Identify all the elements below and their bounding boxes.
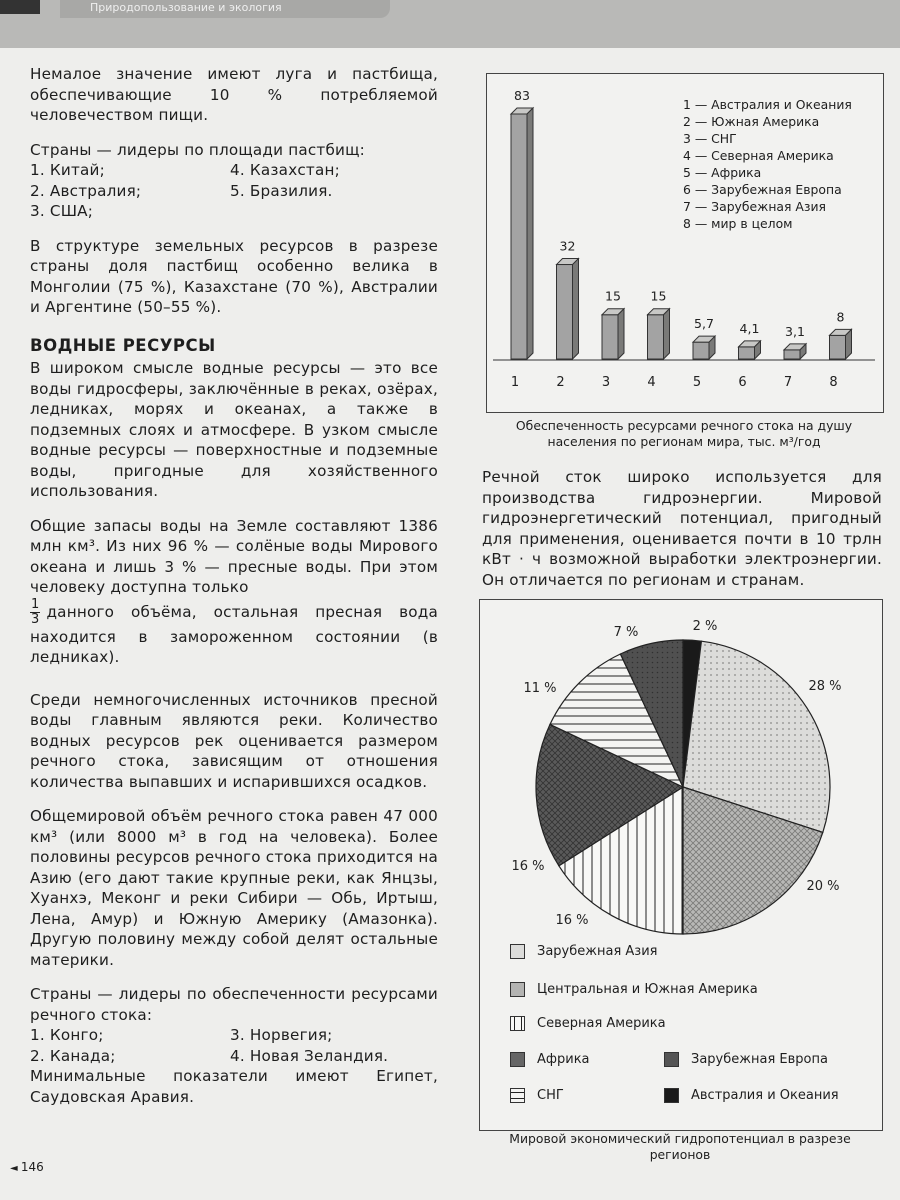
bar-category-label: 3 [601, 375, 611, 390]
list-item: 1. Конго; [30, 1026, 104, 1044]
legend-item-cis [510, 1088, 564, 1103]
list-item: 3. США; [30, 202, 94, 220]
bar-category-label: 6 [738, 375, 747, 390]
bar-6 [739, 341, 761, 359]
paragraph-water-definition: В широком смысле водные ресурсы — это все воды гидросферы, заключённые в реках, озёрах, ледниках, морях и океанах, а также в подземных слоях и атмосфере. В узком смысле водные ресурсы — поверхностные и подземные воды, пригодные для хозяйственного использования. [30, 359, 438, 500]
legend-entry: 4 — Северная Америка [683, 148, 834, 163]
legend-swatch [510, 1088, 525, 1103]
list-item: 5. Бразилия. [230, 181, 333, 200]
bar-4 [648, 309, 670, 359]
legend-entry: 5 — Африка [683, 165, 762, 180]
bar-value-label: 15 [605, 288, 621, 304]
section-tab: Природопользование и экология [60, 0, 390, 18]
list-item: 1. Китай; [30, 161, 105, 179]
list-item: 2. Австралия; [30, 181, 142, 200]
bar-category-label: 1 [510, 375, 520, 390]
bar-chart-legend [683, 96, 852, 232]
reserves-text: Общие запасы воды на Земле составляют 1386 млн км³. Из них 96 % — солёные воды Мирового океана и лишь 3 % — пресные воды. При этом человеку доступна только [30, 516, 438, 596]
legend-swatch [664, 1088, 679, 1103]
legend-item-europe [664, 1052, 828, 1067]
page-number: ◄ 146 [10, 1160, 44, 1174]
legend-label: Зарубежная Азия [537, 944, 658, 959]
section-heading: ВОДНЫЕ РЕСУРСЫ [30, 335, 216, 355]
pie-slice-label: 20 % [806, 879, 840, 894]
bar-category-label: 8 [829, 375, 838, 390]
bar-value-label: 8 [836, 309, 845, 325]
bar-category-label: 2 [556, 375, 565, 390]
legend-item-asia [510, 944, 657, 959]
legend-entry: 2 — Южная Америка [683, 114, 820, 129]
legend-item-north-america [510, 1016, 666, 1031]
list2-title: Страны — лидеры по обеспеченности ресурсами речного стока: [30, 985, 438, 1024]
paragraph-water-reserves [30, 516, 438, 668]
pie-slice-label: 16 % [555, 913, 589, 928]
hydropotential-pie-chart [479, 599, 883, 1131]
pie-chart-svg [480, 600, 882, 940]
legend-entry: 3 — СНГ [683, 131, 737, 146]
legend-swatch [510, 1016, 525, 1031]
legend-swatch [664, 1052, 679, 1067]
paragraph-meadows: Немалое значение имеют луга и пастбища, обеспечивающие 10 % потребляемой человечеством пищи. [30, 65, 438, 124]
paragraph-rivers: Среди немногочисленных источников пресной воды главным являются реки. Количество водных ресурсов рек оценивается размером речного стока, зависящим от отношения количества выпавших и испарившихся осадков. [30, 690, 438, 791]
legend-swatch [510, 1052, 525, 1067]
list1-title: Страны — лидеры по площади пастбищ: [30, 140, 365, 159]
bar-value-label: 3,1 [785, 323, 805, 339]
legend-item-south-america [510, 982, 758, 997]
fraction-denominator: 3 [31, 611, 40, 627]
paragraph-pasture-share: В структуре земельных ресурсов в разрезе страны доля пастбищ особенно велика в Монголии (75 %), Казахстане (70 %), Австралии и Аргентине (50–55 %). [30, 236, 438, 316]
bar-category-label: 5 [692, 375, 702, 390]
bar-chart-caption: Обеспеченность ресурсами речного стока на душу населения по регионам мира, тыс. м³/год [515, 418, 853, 449]
legend-entry: 7 — Зарубежная Азия [683, 199, 826, 214]
list-runoff-leaders [30, 1025, 438, 1066]
bar-value-label: 32 [559, 238, 576, 254]
bar-8 [830, 329, 852, 359]
legend-label: Центральная и Южная Америка [537, 982, 758, 997]
bar-7 [784, 344, 806, 359]
legend-swatch [510, 944, 525, 959]
header-corner [0, 0, 40, 14]
legend-label: Северная Америка [537, 1016, 666, 1031]
legend-entry: 8 — мир в целом [683, 216, 793, 231]
list-item [230, 201, 430, 222]
bar-value-label: 15 [650, 288, 667, 304]
paragraph-runoff: Общемировой объём речного стока равен 47 000 км³ (или 8000 м³ в год на человека). Более половины ресурсов речного стока приходится на Азию (его дают такие крупные реки, как Янцзы, Хуанхэ, Меконг и реки Сибири — Обь, Иртыш, Лена, Амур) и Южную Америку (Амазонка). Другую половину между собой делят остальные материки. [30, 807, 438, 969]
bar-2 [557, 259, 579, 359]
legend-entry: 6 — Зарубежная Европа [683, 182, 842, 197]
fraction-numerator: 1 [31, 596, 40, 612]
pie-slice-label: 28 % [808, 679, 842, 694]
pie-slice-label: 11 % [523, 681, 557, 696]
legend-label: СНГ [537, 1088, 564, 1103]
list-item: 4. Новая Зеландия. [230, 1046, 389, 1065]
list-item: 2. Канада; [30, 1046, 116, 1065]
list-item: 4. Казахстан; [230, 161, 340, 179]
list-item: 3. Норвегия; [230, 1026, 333, 1044]
legend-entry: 1 — Австралия и Океания [683, 97, 852, 112]
bar-category-label: 7 [783, 375, 793, 390]
paragraph-hydropower: Речной сток широко используется для производства гидроэнергии. Мировой гидроэнергетический потенциал, пригодный для применения, оценивается почти в 10 трлн кВт · ч возможной выработки электроэнергии. Он отличается по регионам и странам. [482, 468, 882, 589]
legend-label: Африка [537, 1052, 590, 1067]
legend-label: Зарубежная Европа [691, 1052, 828, 1067]
pie-slice-label: 16 % [511, 859, 545, 874]
pie-chart-caption: Мировой экономический гидропотенциал в разрезе регионов [509, 1131, 851, 1162]
list-pasture-leaders [30, 160, 438, 222]
header-band [0, 0, 900, 48]
pie-slice-label: 2 % [692, 619, 718, 634]
legend-item-africa [510, 1052, 590, 1067]
left-column [30, 64, 438, 1121]
bar-1 [511, 108, 533, 359]
reserves-text-2: данного объёма, остальная пресная вода находится в замороженном состоянии (в ледниках). [30, 602, 438, 666]
bar-category-label: 4 [647, 375, 656, 390]
legend-item-australia [664, 1088, 839, 1103]
paragraph-minimum: Минимальные показатели имеют Египет, Саудовская Аравия. [30, 1067, 438, 1106]
bar-5 [693, 336, 715, 359]
fraction [30, 598, 40, 627]
legend-swatch [510, 982, 525, 997]
legend-label: Австралия и Океания [691, 1088, 839, 1103]
bar-value-label: 83 [514, 88, 530, 103]
runoff-bar-chart [486, 73, 884, 413]
bar-3 [602, 309, 624, 359]
pie-slice-label: 7 % [613, 625, 639, 640]
bar-value-label: 4,1 [739, 320, 760, 336]
bar-value-label: 5,7 [694, 316, 714, 332]
